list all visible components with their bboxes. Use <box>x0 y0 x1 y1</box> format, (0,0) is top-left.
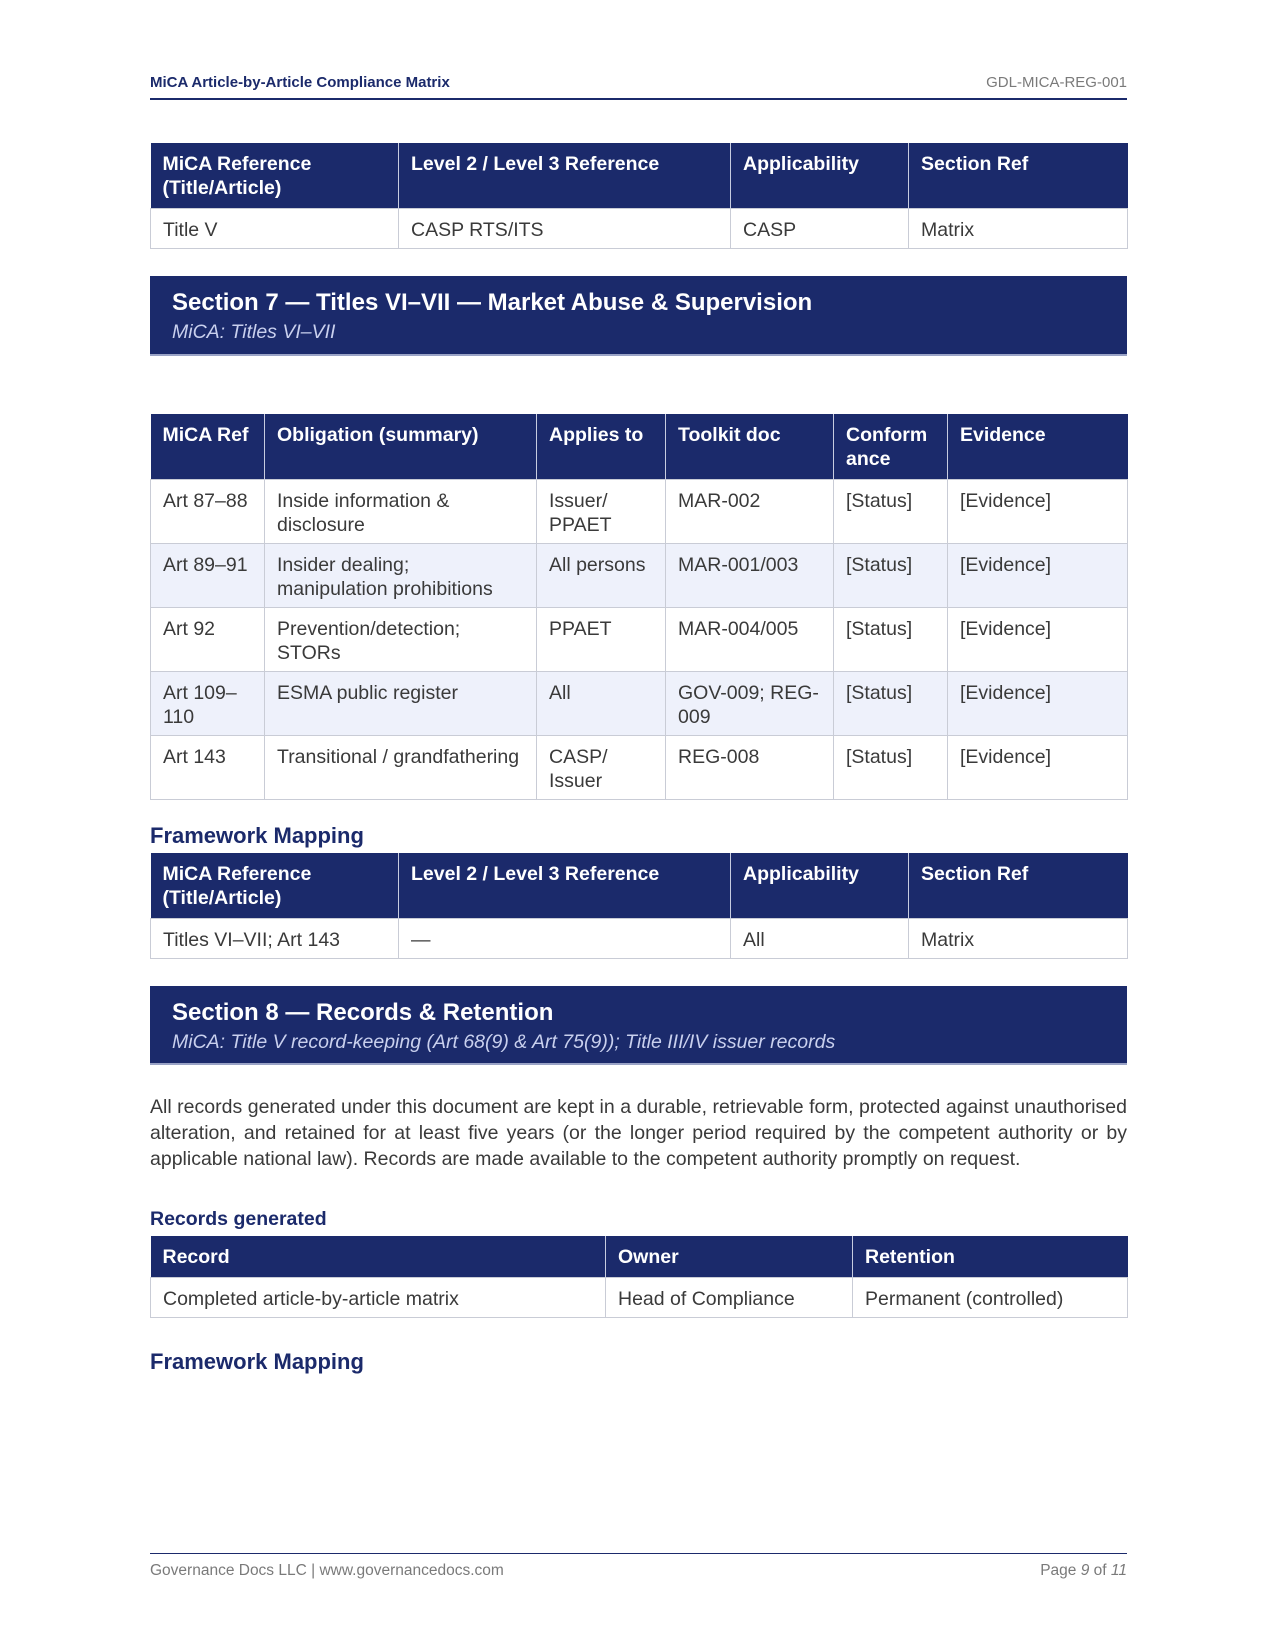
page-label: Page <box>1040 1562 1077 1579</box>
table-row <box>151 919 1128 959</box>
column-header: Toolkit doc <box>666 414 834 480</box>
page-footer <box>150 1553 1127 1579</box>
column-header: Level 2 / Level 3 Reference <box>399 143 731 209</box>
column-header: Applicability <box>731 853 909 919</box>
column-header: Section Ref <box>909 853 1128 919</box>
table-cell: [Evidence] <box>948 480 1128 544</box>
table-cell: Permanent (controlled) <box>853 1278 1128 1318</box>
section-subtitle: MiCA: Titles VI–VII <box>172 321 336 343</box>
table-cell: CASP RTS/ITS <box>399 209 731 249</box>
column-header: Conformance <box>834 414 948 480</box>
table-cell: CASP <box>731 209 909 249</box>
table-cell: Art 109–110 <box>151 672 265 736</box>
table-cell: Completed article-by-article matrix <box>151 1278 606 1318</box>
table-cell: MAR-004/005 <box>666 608 834 672</box>
table-cell: Art 92 <box>151 608 265 672</box>
table-header-row <box>151 414 1128 480</box>
table-row <box>151 480 1128 544</box>
table-row <box>151 672 1128 736</box>
table-cell: Head of Compliance <box>606 1278 853 1318</box>
table-cell: [Status] <box>834 544 948 608</box>
table-row <box>151 209 1128 249</box>
page-of: of <box>1093 1562 1107 1579</box>
page-current: 9 <box>1080 1562 1090 1579</box>
column-header: MiCA Reference (Title/Article) <box>151 853 399 919</box>
column-header: Obligation (summary) <box>265 414 537 480</box>
page-number <box>1040 1562 1127 1580</box>
table-cell: [Evidence] <box>948 608 1128 672</box>
obligations-table <box>150 414 1128 800</box>
framework-mapping-table <box>150 853 1128 959</box>
table-cell: [Status] <box>834 608 948 672</box>
records-generated-heading: Records generated <box>150 1208 327 1230</box>
column-header: Applies to <box>537 414 666 480</box>
table-cell: PPAET <box>537 608 666 672</box>
table-cell: Inside information & disclosure <box>265 480 537 544</box>
table-header-row <box>151 853 1128 919</box>
header-doc-id: GDL-MICA-REG-001 <box>986 74 1127 91</box>
table-row <box>151 608 1128 672</box>
footer-company: Governance Docs LLC | www.governancedocs.com <box>150 1562 504 1579</box>
header-title: MiCA Article-by-Article Compliance Matrix <box>150 74 450 91</box>
table-cell: All persons <box>537 544 666 608</box>
table-cell: [Evidence] <box>948 736 1128 800</box>
table-cell: — <box>399 919 731 959</box>
section-7-banner <box>150 276 1127 356</box>
table-row <box>151 544 1128 608</box>
table-cell: MAR-002 <box>666 480 834 544</box>
framework-mapping-heading: Framework Mapping <box>150 1349 364 1374</box>
table-cell: REG-008 <box>666 736 834 800</box>
table-header-row <box>151 143 1128 209</box>
table-cell: [Status] <box>834 672 948 736</box>
column-header: MiCA Ref <box>151 414 265 480</box>
table-cell: [Status] <box>834 736 948 800</box>
table-cell: [Status] <box>834 480 948 544</box>
table-cell: CASP/ Issuer <box>537 736 666 800</box>
column-header: Level 2 / Level 3 Reference <box>399 853 731 919</box>
page-total: 11 <box>1110 1562 1127 1579</box>
mapping-table-title-v <box>150 143 1128 249</box>
column-header: Record <box>151 1236 606 1278</box>
framework-mapping-heading: Framework Mapping <box>150 823 364 848</box>
table-cell: Art 87–88 <box>151 480 265 544</box>
table-row <box>151 736 1128 800</box>
table-cell: Title V <box>151 209 399 249</box>
column-header: Applicability <box>731 143 909 209</box>
table-row <box>151 1278 1128 1318</box>
table-cell: Transitional / grandfathering <box>265 736 537 800</box>
table-cell: Insider dealing; manipulation prohibitions <box>265 544 537 608</box>
section-title: Section 7 — Titles VI–VII — Market Abuse & Supervision <box>172 289 813 316</box>
table-cell: All <box>731 919 909 959</box>
table-cell: GOV-009; REG-009 <box>666 672 834 736</box>
table-cell: Matrix <box>909 209 1128 249</box>
table-cell: [Evidence] <box>948 544 1128 608</box>
section-title: Section 8 — Records & Retention <box>172 999 554 1026</box>
table-cell: Titles VI–VII; Art 143 <box>151 919 399 959</box>
records-paragraph: All records generated under this document are kept in a durable, retrievable form, protected against unauthorised alteration, and retained for at least five years (or the longer period required by the competent authority or by applicable national law). Records are made available to the competent authority promptly on request. <box>150 1096 1127 1170</box>
table-cell: [Evidence] <box>948 672 1128 736</box>
section-8-banner <box>150 986 1127 1065</box>
column-header: Owner <box>606 1236 853 1278</box>
table-cell: Issuer/ PPAET <box>537 480 666 544</box>
section-subtitle: MiCA: Title V record-keeping (Art 68(9) & Art 75(9)); Title III/IV issuer records <box>172 1031 836 1053</box>
records-generated-table <box>150 1236 1128 1318</box>
column-header: Section Ref <box>909 143 1128 209</box>
table-cell: ESMA public register <box>265 672 537 736</box>
column-header: Evidence <box>948 414 1128 480</box>
table-cell: All <box>537 672 666 736</box>
column-header: Retention <box>853 1236 1128 1278</box>
table-cell: Matrix <box>909 919 1128 959</box>
table-cell: MAR-001/003 <box>666 544 834 608</box>
table-cell: Prevention/detection; STORs <box>265 608 537 672</box>
table-header-row <box>151 1236 1128 1278</box>
table-cell: Art 89–91 <box>151 544 265 608</box>
page-header <box>150 74 1127 100</box>
table-cell: Art 143 <box>151 736 265 800</box>
column-header: MiCA Reference (Title/Article) <box>151 143 399 209</box>
